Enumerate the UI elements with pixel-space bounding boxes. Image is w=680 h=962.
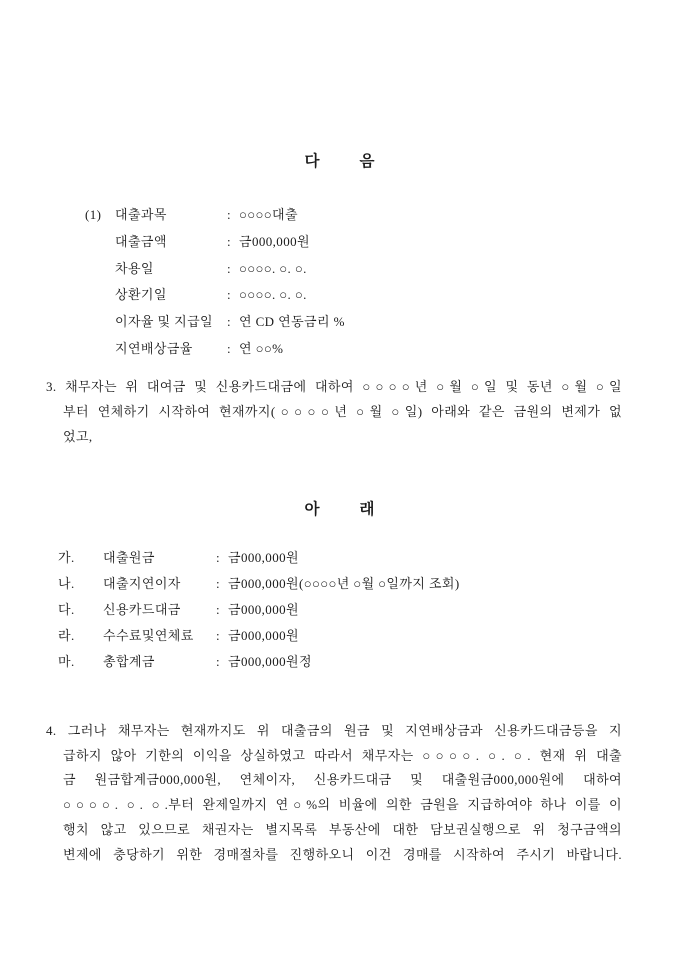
- amount-value: 금000,000원(○○○○년 ○월 ○일까지 조회): [228, 576, 460, 591]
- clause-3-paragraph: [46, 374, 622, 449]
- amount-value: 금000,000원: [228, 628, 299, 643]
- clause-number: 3.: [46, 379, 57, 394]
- amount-row: [58, 597, 460, 623]
- loan-detail-list: [85, 202, 345, 363]
- paragraph-line: 부터 연체하기 시작하여 현재까지(○○○○년 ○월 ○일) 아래와 같은 금원의 변제가 없: [63, 404, 622, 419]
- paragraph-line: [46, 374, 622, 399]
- colon-separator: :: [227, 287, 232, 303]
- amount-marker: 가.: [58, 550, 75, 565]
- clause-4-paragraph: [46, 719, 622, 867]
- loan-detail-row: [85, 256, 345, 283]
- paragraph-line: [46, 719, 622, 744]
- colon-separator: :: [216, 654, 221, 669]
- colon-separator: :: [227, 207, 232, 222]
- amount-value: 금000,000원정: [228, 654, 312, 669]
- paragraph-text: 그러나 채무자는 현재까지도 위 대출금의 원금 및 지연배상금과 신용카드대금등을 지: [67, 723, 622, 738]
- amount-marker: 다.: [58, 602, 75, 617]
- paragraph-line: 었고,: [63, 429, 93, 444]
- colon-separator: :: [227, 260, 232, 276]
- amount-row: [58, 571, 460, 597]
- amount-label: 수수료및연체료: [103, 628, 194, 643]
- amount-marker: 라.: [58, 628, 75, 643]
- list-item-number: (1): [85, 207, 102, 222]
- colon-separator: :: [216, 576, 221, 591]
- loan-detail-label: 대출과목: [115, 207, 167, 222]
- amount-value: 금000,000원: [228, 550, 299, 565]
- amount-row: [58, 623, 460, 649]
- amount-marker: 나.: [58, 576, 75, 591]
- loan-detail-row: [85, 309, 345, 336]
- list-item-number: [85, 256, 115, 283]
- loan-detail-value: ○○○○. ○. ○.: [239, 260, 307, 276]
- loan-detail-value: 연 ○○%: [239, 340, 284, 356]
- amount-row: [58, 649, 460, 675]
- colon-separator: :: [227, 233, 232, 249]
- list-item-number: [85, 282, 115, 309]
- amount-label: 대출원금: [103, 550, 155, 565]
- clause-number: 4.: [46, 723, 57, 738]
- loan-detail-label: 상환기일: [115, 287, 167, 303]
- colon-separator: :: [227, 340, 232, 356]
- amount-label: 대출지연이자: [103, 576, 181, 591]
- loan-detail-value: 금000,000원: [239, 233, 310, 249]
- section-heading-arae: 아 래: [304, 501, 376, 518]
- loan-detail-label: 지연배상금율: [115, 340, 193, 356]
- colon-separator: :: [216, 550, 221, 565]
- loan-detail-label: 차용일: [115, 260, 154, 276]
- loan-detail-value: ○○○○. ○. ○.: [239, 287, 307, 303]
- paragraph-line: ○○○○. ○. ○.부터 완제일까지 연○%의 비율에 의한 금원을 지급하여야 하나 이를 이: [63, 797, 622, 813]
- list-item-number: [85, 229, 115, 256]
- amount-marker: 마.: [58, 654, 75, 669]
- loan-detail-value: 연 CD 연동금리 %: [239, 314, 345, 330]
- amount-row: [58, 545, 460, 571]
- amount-label: 총합계금: [103, 654, 155, 669]
- section-heading-daum: 다 음: [304, 153, 376, 170]
- amount-value: 금000,000원: [228, 602, 299, 617]
- paragraph-line: 변제에 충당하기 위한 경매절차를 진행하오니 이건 경매를 시작하여 주시기 바랍니다.: [63, 846, 622, 862]
- colon-separator: :: [216, 602, 221, 617]
- amount-label: 신용카드대금: [103, 602, 181, 617]
- loan-detail-label: 대출금액: [115, 233, 167, 249]
- loan-detail-row: [85, 282, 345, 309]
- loan-detail-row: [85, 202, 345, 229]
- loan-detail-row: [85, 336, 345, 363]
- list-item-number: [85, 336, 115, 363]
- paragraph-line: 행치 않고 있으므로 채권자는 별지목록 부동산에 대한 담보권실행으로 위 청구금액의: [63, 821, 622, 837]
- paragraph-line: 금 원금합계금000,000원, 연체이자, 신용카드대금 및 대출원금000,000원에 대하여: [63, 772, 622, 788]
- loan-detail-row: [85, 229, 345, 256]
- amount-list: [58, 545, 460, 675]
- paragraph-line: 급하지 않아 기한의 이익을 상실하였고 따라서 채무자는 ○○○○. ○. ○. 현재 위 대출: [63, 747, 622, 763]
- list-item-number: [85, 309, 115, 336]
- colon-separator: :: [216, 628, 221, 643]
- loan-detail-value: ○○○○대출: [239, 207, 298, 222]
- loan-detail-label: 이자율 및 지급일: [115, 314, 214, 330]
- paragraph-text: 채무자는 위 대여금 및 신용카드대금에 대하여 ○○○○년 ○월 ○일 및 동년 ○월 ○일: [65, 379, 622, 394]
- colon-separator: :: [227, 314, 232, 330]
